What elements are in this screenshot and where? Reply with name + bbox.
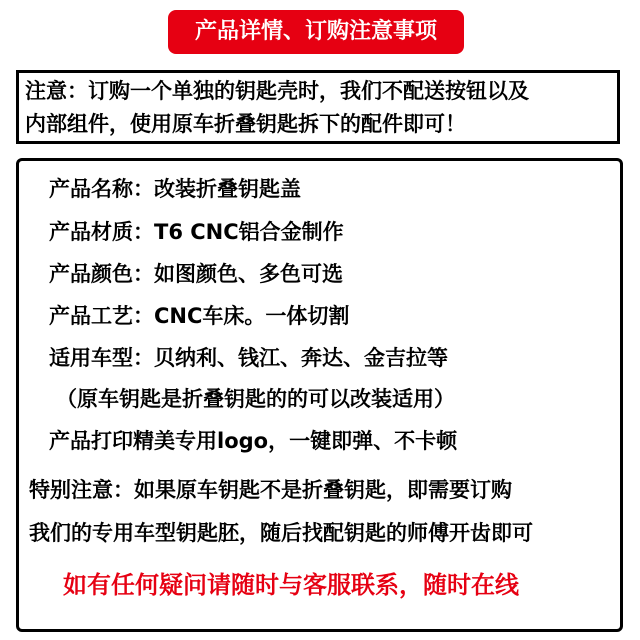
product-material: 产品材质：T6 CNC铝合金制作 <box>49 220 344 244</box>
notice-box <box>16 70 620 144</box>
compatible-models-note: （原车钥匙是折叠钥匙的的可以改装适用） <box>56 387 455 411</box>
special-notice-line-2: 我们的专用车型钥匙胚，随后找配钥匙的师傅开齿即可 <box>29 521 533 545</box>
contact-notice: 如有任何疑问请随时与客服联系，随时在线 <box>63 571 519 599</box>
compatible-models: 适用车型：贝纳利、钱江、奔达、金吉拉等 <box>49 346 448 370</box>
product-name: 产品名称：改装折叠钥匙盖 <box>49 177 301 201</box>
product-print: 产品打印精美专用logo，一键即弹、不卡顿 <box>49 429 458 453</box>
page-title: 产品详情、订购注意事项 <box>168 10 464 54</box>
special-notice-line-1: 特别注意：如果原车钥匙不是折叠钥匙，即需要订购 <box>29 478 512 502</box>
product-craft: 产品工艺：CNC车床。一体切割 <box>49 304 350 328</box>
notice-line-1: 注意：订购一个单独的钥匙壳时，我们不配送按钮以及 <box>25 79 529 103</box>
details-box <box>16 158 623 632</box>
product-color: 产品颜色：如图颜色、多色可选 <box>49 262 343 286</box>
notice-line-2: 内部组件，使用原车折叠钥匙拆下的配件即可！ <box>25 112 466 136</box>
